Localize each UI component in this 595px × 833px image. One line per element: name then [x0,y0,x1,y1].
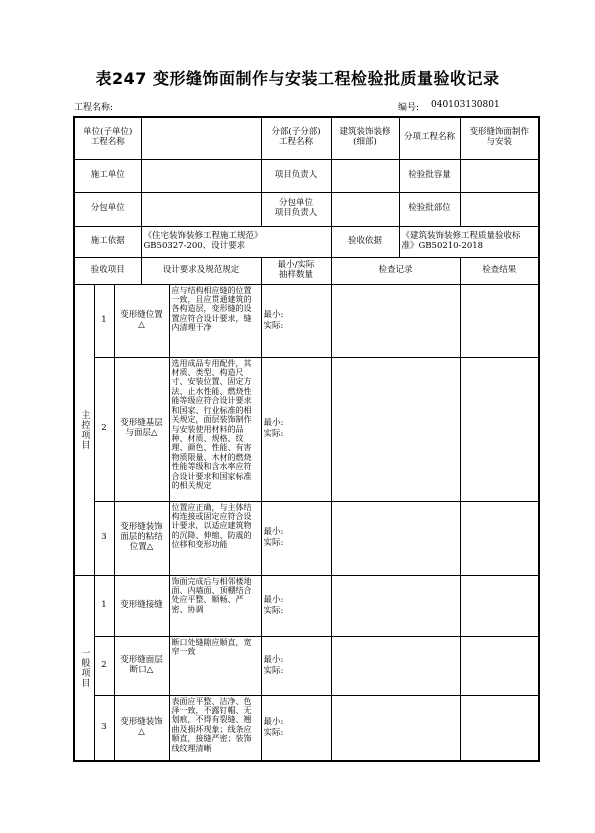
general-row-sampling: 最小: 实际: [261,636,331,695]
item-project-label: 分项工程名称 [399,117,460,159]
item-project-value: 变形缝饰面制作 与安装 [460,117,539,159]
general-row-sampling: 最小: 实际: [261,695,331,761]
main-row-requirement: 选用成品专用配件，其材质、类型、构造尺寸、安装位置、固定方法、止水性能、燃烧性能等级应符合设计要求和国家、行业标准的相关规定，面层装饰制作与安装使用材料的品种、材质、规格、纹理、颜色、性能、有害物质限量、木材的燃烧性能等级和含水率应符合设计要求和国家标准的相关规定 [169,357,261,501]
main-row-sampling: 最小: 实际: [261,284,331,357]
general-row-no: 2 [94,636,114,695]
general-row-result [460,575,539,636]
batch-capacity-label: 检验批容量 [399,159,460,192]
subcontract-manager-value [331,192,399,226]
main-row-requirement: 应与结构相应缝的位置一致，且应贯通建筑的各构造层，变形缝的设置应符合设计要求，缝内清理干净 [169,284,261,357]
general-row-sampling: 最小: 实际: [261,575,331,636]
subcontract-unit-label: 分包单位 [74,192,141,226]
general-row-requirement: 断口处缝隙应顺直，宽窄一致 [169,636,261,695]
general-group-label: 一般项目 [74,575,94,761]
unit-project-value [141,117,261,159]
col-sampling-header: 最小/实际 抽样数量 [261,257,331,284]
unit-project-label: 单位(子单位) 工程名称 [74,117,141,159]
main-row-record [331,501,460,575]
general-row-record [331,636,460,695]
main-row-requirement: 位置应正确，与主体结构连接或固定应符合设计要求，以适应建筑物的沉降、伸缩、防震的位移和变形功能 [169,501,261,575]
subdivision-value: 建筑装饰装修 (细部) [331,117,399,159]
general-row-name: 变形缝装饰 △ [114,695,169,761]
main-row-name: 变形缝位置 △ [114,284,169,357]
general-row-record [331,695,460,761]
general-row-result [460,695,539,761]
general-row-requirement: 表面应平整、洁净、色泽一致，不露钉帽、无划痕，不得有裂缝、翘曲及损坏现象；线条应顺直，接缝严密；装饰线纹理清晰 [169,695,261,761]
subcontract-unit-value [141,192,261,226]
general-row-record [331,575,460,636]
basis-label: 施工依据 [74,226,141,257]
acceptance-basis-label: 验收依据 [331,226,399,257]
general-row-no: 1 [94,575,114,636]
batch-location-label: 检验批部位 [399,192,460,226]
col-result-header: 检查结果 [460,257,539,284]
main-row-sampling: 最小: 实际: [261,501,331,575]
general-row-name: 变形缝接缝 [114,575,169,636]
code-label: 编号: [398,103,420,113]
project-manager-label: 项目负责人 [261,159,331,192]
project-manager-value [331,159,399,192]
general-row-result [460,636,539,695]
main-row-sampling: 最小: 实际: [261,357,331,501]
general-row-requirement: 饰面完成后与相邻楼地面、内墙面、顶棚结合处应平整、顺畅、严密、协调 [169,575,261,636]
acceptance-basis-value: 《建筑装饰装修工程质量验收标 准》GB50210-2018 [399,226,539,257]
batch-location-value [460,192,539,226]
main-row-no: 1 [94,284,114,357]
main-group-label: 主控项目 [74,284,94,575]
general-row-no: 3 [94,695,114,761]
main-row-no: 2 [94,357,114,501]
subcontract-manager-label: 分包单位 项目负责人 [261,192,331,226]
main-row-result [460,357,539,501]
main-row-name: 变形缝装饰 面层的粘结 位置△ [114,501,169,575]
construction-unit-value [141,159,261,192]
project-name-label: 工程名称: [74,103,114,113]
main-row-result [460,284,539,357]
batch-capacity-value [460,159,539,192]
basis-value: 《住宅装饰装修工程施工规范》 GB50327-200、设计要求 [141,226,331,257]
main-row-record [331,284,460,357]
acceptance-record-table [73,116,540,762]
subdivision-label: 分部(子分部) 工程名称 [261,117,331,159]
construction-unit-label: 施工单位 [74,159,141,192]
main-row-record [331,357,460,501]
main-row-no: 3 [94,501,114,575]
general-row-name: 变形缝面层 断口△ [114,636,169,695]
col-item-header: 验收项目 [74,257,141,284]
page-title: 表247 变形缝饰面制作与安装工程检验批质量验收记录 [95,69,500,88]
code-value: 040103130801 [431,100,500,110]
col-requirement-header: 设计要求及规范规定 [141,257,261,284]
main-row-name: 变形缝基层 与面层△ [114,357,169,501]
main-row-result [460,501,539,575]
col-record-header: 检查记录 [331,257,460,284]
